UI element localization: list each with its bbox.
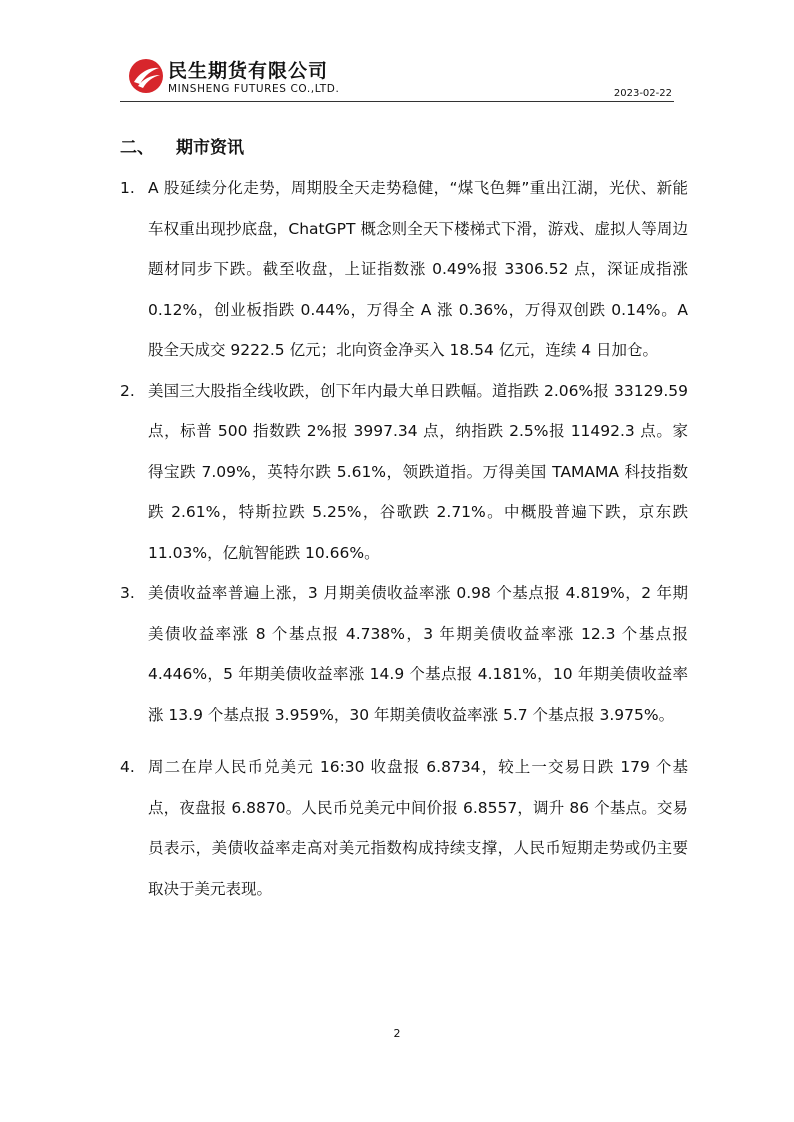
company-name-cn: 民生期货有限公司 bbox=[168, 60, 329, 82]
page-header bbox=[120, 50, 674, 102]
section-title: 期市资讯 bbox=[176, 138, 244, 158]
news-item-number: 1. bbox=[120, 179, 135, 197]
news-item-number: 4. bbox=[120, 758, 135, 776]
news-item-number: 2. bbox=[120, 381, 135, 400]
page-number: 2 bbox=[393, 1027, 401, 1040]
news-list bbox=[120, 168, 688, 909]
report-date: 2023-02-22 bbox=[613, 88, 672, 99]
section-number: 二、 bbox=[120, 138, 154, 158]
company-name-en: MINSHENG FUTURES CO.,LTD. bbox=[168, 83, 340, 95]
news-item bbox=[120, 747, 688, 909]
news-item-text: 美国三大股指全线收跌，创下年内最大单日跌幅。道指跌 2.06%报 33129.59 点，标普 500 指数跌 2%报 3997.34 点，纳指跌 2.5%报 11492.3 点。家得宝跌 7.09%，英特尔跌 5.61%，领跌道指。万得美国 TAMAMA 科技指数跌 2.61%，特斯拉跌 5.25%，谷歌跌 2.71%。中概股普遍下跌，京东跌 11.03%，亿航智能跌 10.66%。 bbox=[148, 381, 688, 562]
news-item bbox=[120, 371, 688, 574]
news-item-number: 3. bbox=[120, 584, 135, 602]
news-item bbox=[120, 573, 688, 735]
news-item bbox=[120, 168, 688, 371]
news-item-text: 美债收益率普遍上涨，3 月期美债收益率涨 0.98 个基点报 4.819%，2 年期美债收益率涨 8 个基点报 4.738%，3 年期美债收益率涨 12.3 个基点报 4.446%，5 年期美债收益率涨 14.9 个基点报 4.181%，10 年期美债收益率涨 13.9 个基点报 3.959%，30 年期美债收益率涨 5.7 个基点报 3.975%。 bbox=[148, 584, 688, 724]
section-heading bbox=[120, 133, 244, 158]
news-item-text: A 股延续分化走势，周期股全天走势稳健，“煤飞色舞”重出江湖，光伏、新能车权重出现抄底盘，ChatGPT 概念则全天下楼梯式下滑，游戏、虚拟人等周边题材同步下跌。截至收盘，上证指数涨 0.49%报 3306.52 点，深证成指涨 0.12%，创业板指跌 0.44%，万得全 A 涨 0.36%，万得双创跌 0.14%。A 股全天成交 9222.5 亿元；北向资金净买入 18.54 亿元，连续 4 日加仓。 bbox=[148, 179, 688, 359]
header-divider bbox=[120, 101, 674, 102]
minsheng-logo-icon bbox=[128, 58, 164, 94]
news-item-text: 周二在岸人民币兑美元 16:30 收盘报 6.8734，较上一交易日跌 179 个基点，夜盘报 6.8870。人民币兑美元中间价报 6.8557，调升 86 个基点。交易员表示，美债收益率走高对美元指数构成持续支撑，人民币短期走势或仍主要取决于美元表现。 bbox=[148, 758, 688, 898]
